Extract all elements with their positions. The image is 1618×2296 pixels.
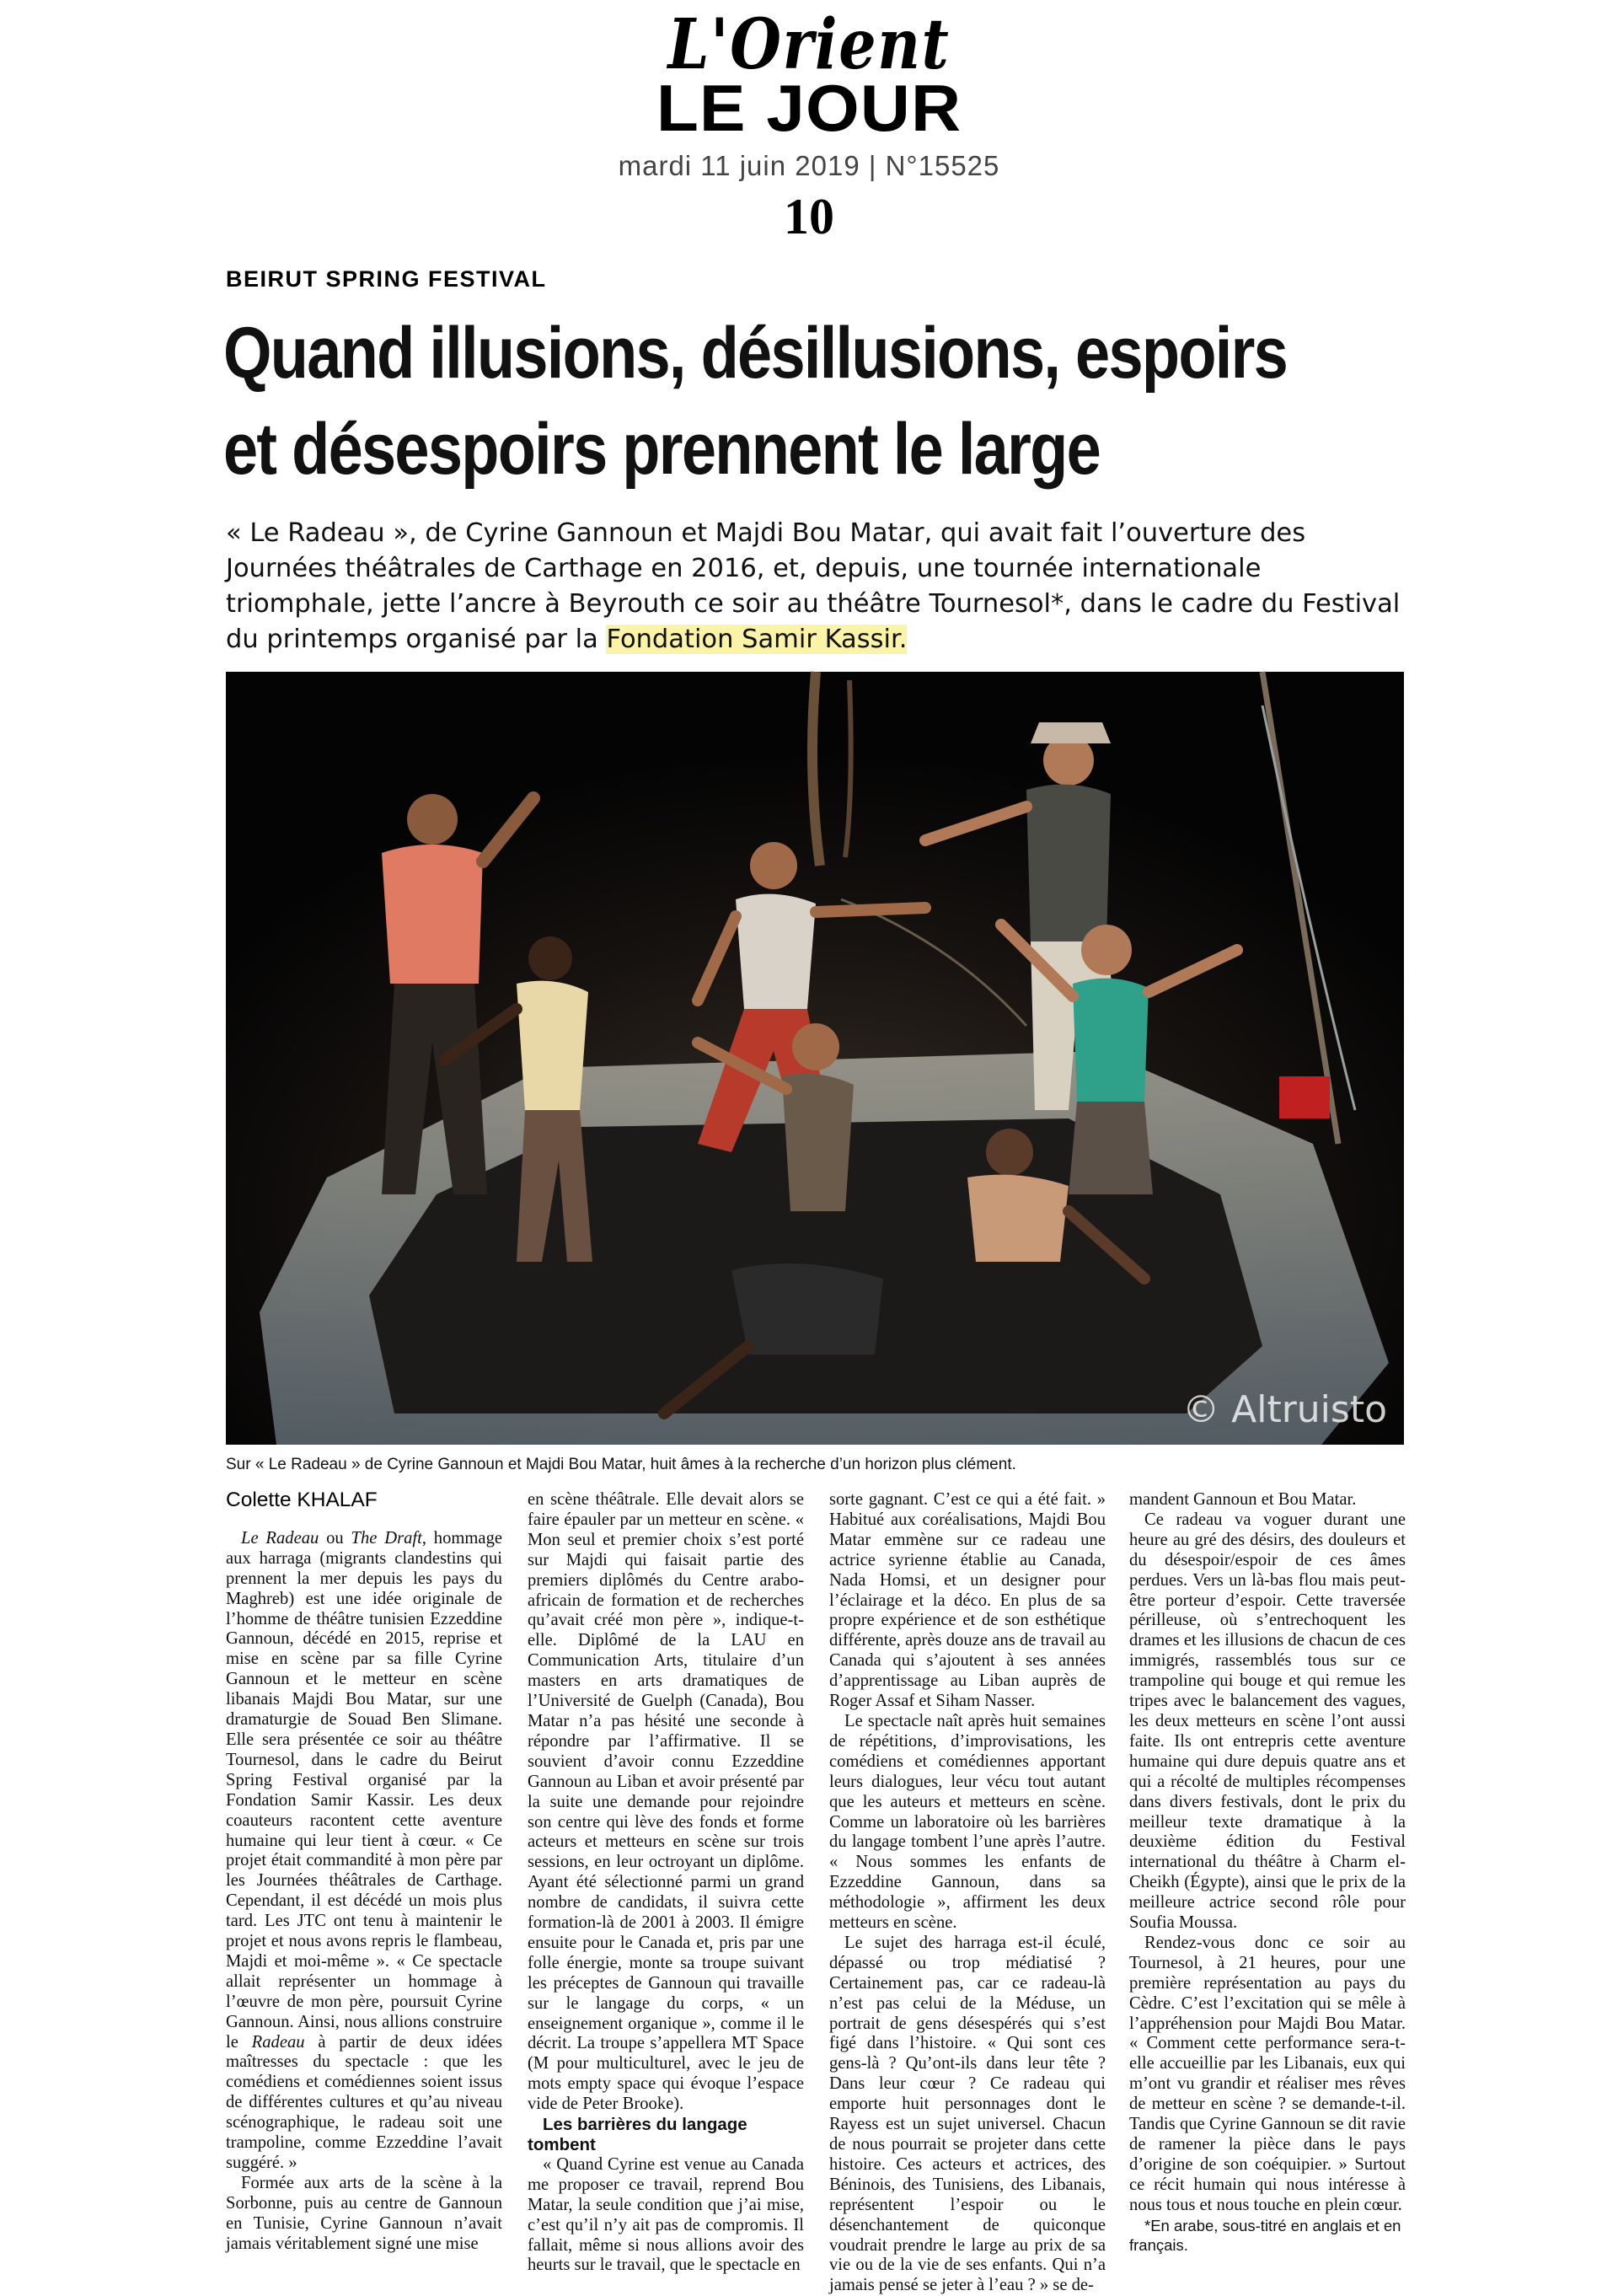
logo-line-1: L'Orient	[667, 4, 951, 85]
page-number: 10	[784, 189, 834, 244]
text-run: , hommage aux harraga (migrants clandestins qui prennent la mer depuis les pays du Maghreb) est une idée originale de l’homme de théâtre tunisien Ezzeddine Gannoun, décédé en 2015, reprise et mise en scène par sa fille Cyrine Gannoun et le metteur en scène libanais Majdi Bou Matar, sur une dramaturgie de Souad Ben Slimane. Elle sera présentée ce soir au théâtre Tournesol, dans le cadre du Beirut Spring Festival organisé par la Fondation Samir Kassir. Les deux coauteurs racontent cette aventure humaine qui leur tient à cœur. « Ce projet était commandité à mon père par les Journées théâtrales de Carthage. Cependant, il est décédé un mois plus tard. Les JTC ont tenu à maintenir le projet et nous avons repris le flambeau, Majdi et moi-même ». « Ce spectacle allait représenter un hommage à l’œuvre de mon père, poursuit Cyrine Gannoun. Ainsi, nous allions construire le	[226, 1528, 503, 2052]
headline-line-2: et désespoirs prennent le large	[223, 409, 1101, 490]
logo-line-2: LE JOUR	[656, 71, 962, 145]
italic-title: Radeau	[251, 2032, 305, 2052]
stage-scene-illustration	[226, 672, 1404, 1445]
article-headline	[223, 305, 1288, 497]
paragraph: Le spectacle naît après huit semaines de répétitions, d’improvisations, les comédiens et comédiennes apportant leurs dialogues, leur vécu tout autant que les auteurs et metteurs en scène. Comme un laboratoire où les barrières du langage tombent l’une après l’autre. « Nous sommes les enfants de Ezzeddine Gannoun, dans sa méthodologie », affirment les deux metteurs en scène.	[829, 1711, 1106, 1933]
photo-caption: Sur « Le Radeau » de Cyrine Gannoun et Majdi Bou Matar, huit âmes à la recherche d’un horizon plus clément.	[226, 1456, 1016, 1473]
masthead	[0, 5, 1618, 275]
paragraph: « Quand Cyrine est venue au Canada me proposer ce travail, reprend Bou Matar, la seule condition que j’ai mise, c’est qu’il n’y ait pas de compromis. Il fallait, même si nous allions avoir des heurts sur le travail, que le spectacle en	[528, 2154, 804, 2275]
section-kicker: BEIRUT SPRING FESTIVAL	[226, 266, 547, 292]
article-photo	[226, 672, 1404, 1445]
article-body	[226, 1489, 1406, 2295]
text-run: ou	[319, 1528, 351, 1548]
headline-line-1: Quand illusions, désillusions, espoirs	[223, 313, 1288, 394]
column-4	[1129, 1490, 1406, 2254]
paragraph: Le sujet des harraga est-il éculé, dépassé ou trop médiatisé ? Certainement pas, car ce radeau-là n’est pas celui de la Méduse, un portrait de gens désespérés qui s’est figé dans l’histoire. « Qui sont ces gens-là ? Qu’ont-ils dans leur tête ? Dans leur cœur ? Ce radeau qui emporte huit personnages dont le Rayess est un sujet universel. Chacun de nous pourrait se projeter dans cette histoire. Ces acteurs et actrices, des Béninois, des Tunisiens, des Libanais, représentent l’espoir ou le désenchantement de quiconque voudrait prendre le large au prix de sa vie ou de la vie de ses enfants. Qui n’a jamais pensé se jeter à l’eau ? » se de-	[829, 1933, 1106, 2295]
column-1	[226, 1489, 503, 2253]
newspaper-logo[interactable]	[556, 5, 1062, 148]
paragraph: Ce radeau va voguer durant une heure au gré des désirs, des douleurs et du désespoir/espoir de ces âmes perdues. Vers un là-bas flou mais peut-être porteur d’espoir. Cette traversée périlleuse, où s’entrechoquent les drames et les illusions de chacun de ces immigrés, rassemblés tous sur ce trampoline qui bouge et qui remue les tripes avec le balancement des vagues, les deux metteurs en scène l’ont aussi faite. Ils ont entrepris cette aventure humaine qui dure depuis quatre ans et qui a récolté de multiples récompenses dans divers festivals, dont le prix du meilleur texte dramatique à la deuxième édition du Festival international du théâtre à Charm el-Cheikh (Égypte), ainsi que le prix de la meilleure actrice second rôle pour Soufia Moussa.	[1129, 1510, 1406, 1933]
footnote: *En arabe, sous-titré en anglais et en français.	[1129, 2216, 1401, 2254]
italic-title: Le Radeau	[241, 1528, 319, 1548]
text-run: à partir de deux idées maîtresses du spectacle : que les comédiens et comédiennes soient issus de différentes cultures et qu’au niveau scénographique, le radeau soit une trampoline, comme Ezzeddine l’avait suggéré. »	[226, 2032, 503, 2172]
paragraph: mandent Gannoun et Bou Matar.	[1129, 1490, 1357, 1509]
italic-title: The Draft	[351, 1528, 422, 1548]
paragraph: sorte gagnant. C’est ce qui a été fait. » Habitué aux coréalisations, Majdi Bou Matar emmène sur ce radeau une actrice syrienne établie au Canada, Nada Homsi, et un designer pour l’éclairage et la déco. En plus de sa propre expérience et de son esthétique différente, après douze ans de travail au Canada qui s’ajoutent à ses années d’apprentissage au Liban auprès de Roger Assaf et Siham Nasser.	[829, 1490, 1106, 1711]
column-2	[528, 1490, 804, 2275]
byline: Colette KHALAF	[226, 1489, 378, 1511]
paragraph	[226, 1529, 502, 2174]
highlighted-text[interactable]: Fondation Samir Kassir.	[606, 625, 908, 654]
standfirst-text: « Le Radeau », de Cyrine Gannoun et Majdi Bou Matar, qui avait fait l’ouverture des Journées théâtrales de Carthage en 2016, et, depuis, une tournée internationale triomphale, jette l’ancre à Beyrouth ce soir au théâtre Tournesol*, dans le cadre du Festival du printemps organisé par la	[226, 518, 1401, 654]
dateline: mardi 11 juin 2019 | N°15525	[618, 150, 1000, 181]
subheading: Les barrières du langage tombent	[528, 2115, 747, 2154]
paragraph: en scène théâtrale. Elle devait alors se faire épauler par un metteur en scène. « Mon seul et premier choix s’est porté sur Majdi qui faisait partie des premiers diplômés du Centre arabo-africain de formation et de recherches qu’avait créé mon père », indique-t-elle. Diplômé de la LAU en Communication Arts, titulaire d’un masters en arts dramatiques de l’Université de Guelph (Canada), Bou Matar n’a pas hésité une seconde à répondre par l’affirmative. Il se souvient d’avoir connu Ezzeddine Gannoun au Liban et avoir présenté par la suite une demande pour rejoindre son centre qui lève des fonds et forme acteurs et metteurs en scène sur trois sessions, en leur octroyant un diplôme. Ayant été sélectionné parmi un grand nombre de candidats, il suivra cette formation-là de 2001 à 2003. Il émigre ensuite pour le Canada et, pris par une folle énergie, monte sa troupe suivant les préceptes de Gannoun qui travaille sur le langage du corps, « un enseignement organique », comme il le décrit. La troupe s’appellera MT Space (M pour multiculturel, avec le jeu de mots empty space qui évoque l’espace vide de Peter Brooke).	[528, 1490, 804, 2114]
photo-credit: © Altruisto	[1182, 1388, 1387, 1431]
column-3	[829, 1490, 1106, 2295]
paragraph: Formée aux arts de la scène à la Sorbonne, puis au centre de Gannoun en Tunisie, Cyrine Gannoun n’avait jamais véritablement signé une mise	[226, 2173, 502, 2253]
paragraph: Rendez-vous donc ce soir au Tournesol, à 21 heures, pour une première représentation au pays du Cèdre. C’est l’excitation qui se mêle à l’appréhension pour Majdi Bou Matar. « Comment cette performance sera-t-elle accueillie par les Libanais, eux qui m’ont vu grandir et réaliser mes rêves de metteur en scène ? se demande-t-il. Tandis que Cyrine Gannoun se dit ravie de ramener la pièce dans le pays d’origine de son coéquipier. » Surtout ce récit humain qui nous intéresse à nous tous et nous touche en plein cœur.	[1129, 1933, 1406, 2214]
article-standfirst	[226, 516, 1406, 657]
